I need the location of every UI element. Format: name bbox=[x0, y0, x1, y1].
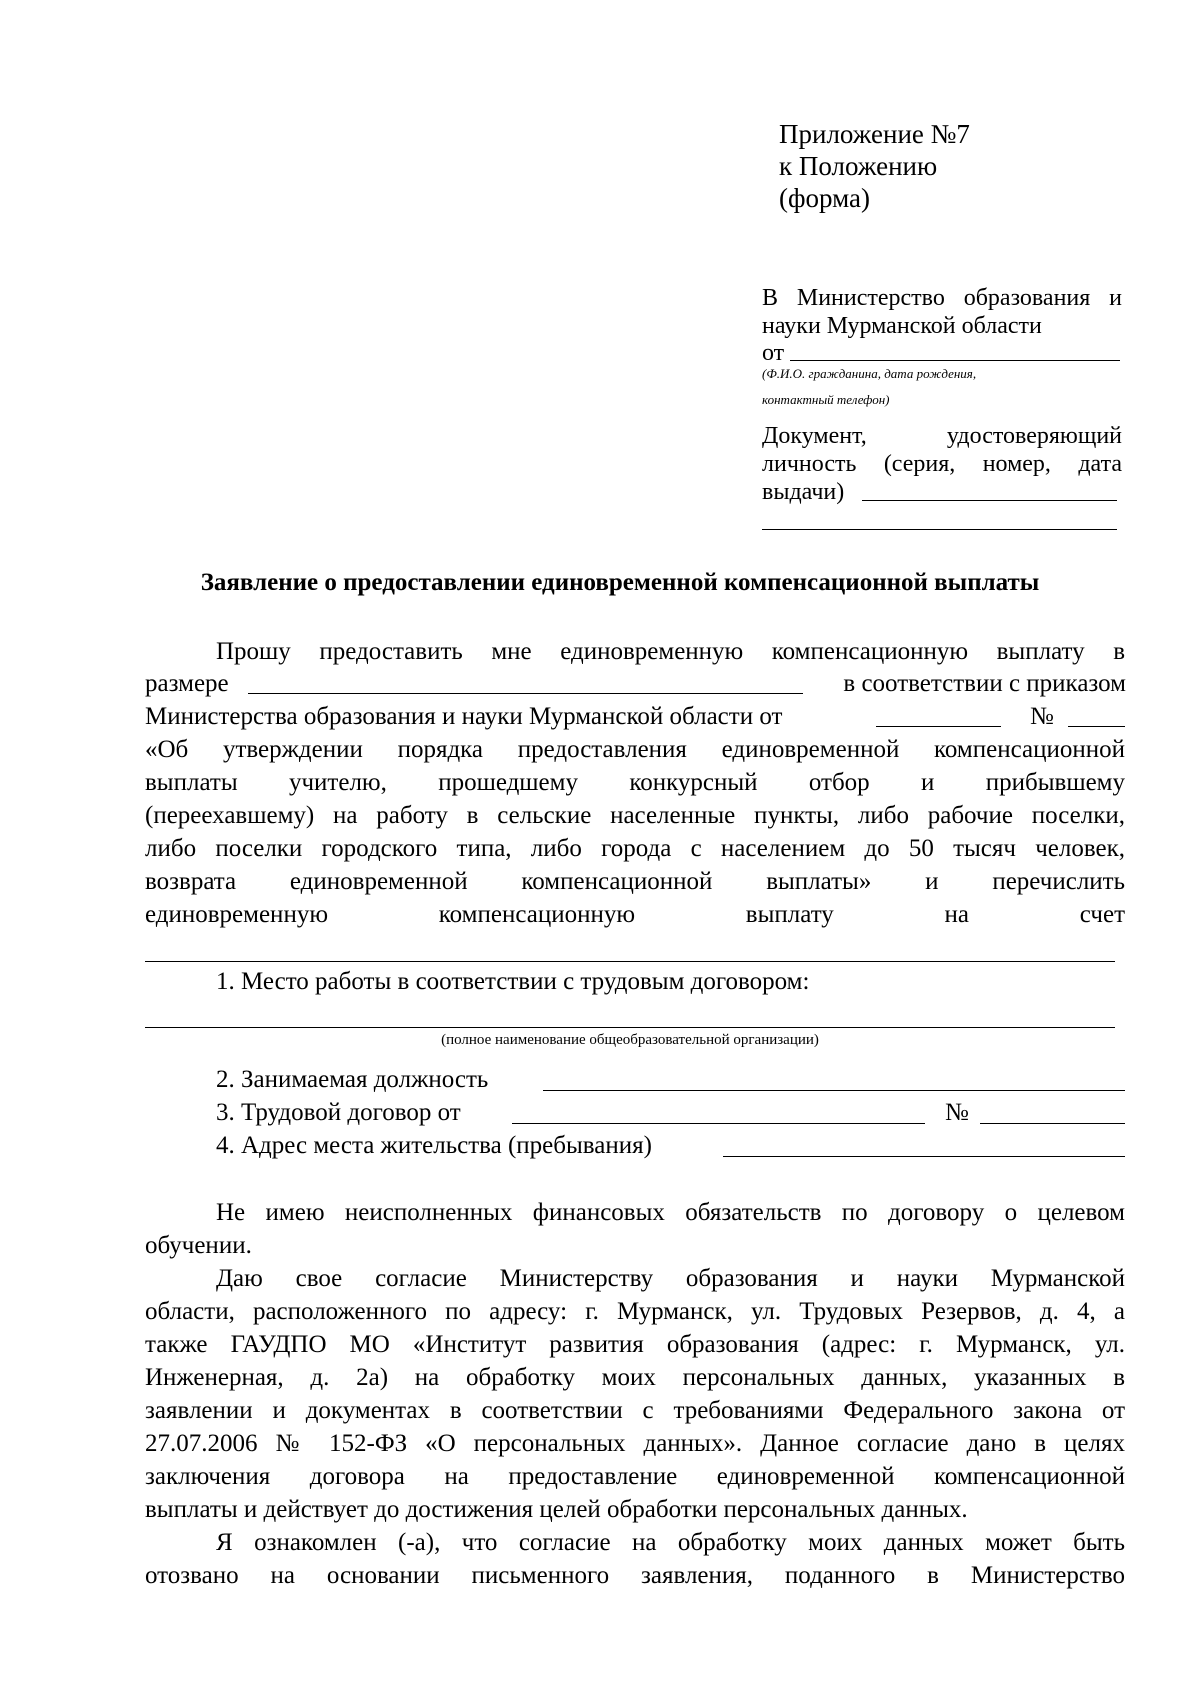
id-doc-field-1 bbox=[862, 500, 1117, 501]
item-4-address: 4. Адрес места жительства (пребывания) bbox=[216, 1132, 652, 1159]
addressee-line-1: В Министерство образования и bbox=[762, 285, 1122, 311]
request-line-5: выплаты учителю, прошедшему конкурсный отбор и прибывшему bbox=[145, 769, 1125, 796]
contract-date-field bbox=[512, 1123, 925, 1124]
request-ministry-line: Министерства образования и науки Мурманской области от bbox=[145, 703, 783, 730]
request-line-6: (переехавшему) на работу в сельские населенные пункты, либо рабочие поселки, bbox=[145, 802, 1125, 829]
from-note-1: (Ф.И.О. гражданина, дата рождения, bbox=[762, 366, 977, 381]
consent-line-1: Даю свое согласие Министерству образования и науки Мурманской bbox=[216, 1265, 1125, 1292]
id-doc-line-3: выдачи) bbox=[762, 479, 845, 505]
obligations-line-2: обучении. bbox=[145, 1232, 252, 1259]
consent-line-6: 27.07.2006 № 152-ФЗ «О персональных данных». Данное согласие дано в целях bbox=[145, 1430, 1125, 1457]
item-1-workplace: 1. Место работы в соответствии с трудовым договором: bbox=[216, 968, 810, 995]
consent-line-5: заявлении и документах в соответствии с требованиями Федерального закона от bbox=[145, 1397, 1125, 1424]
request-line-4: «Об утверждении порядка предоставления единовременной компенсационной bbox=[145, 736, 1125, 763]
from-field bbox=[790, 360, 1120, 361]
item-2-position: 2. Занимаемая должность bbox=[216, 1066, 489, 1093]
request-line-1: Прошу предоставить мне единовременную компенсационную выплату в bbox=[216, 638, 1125, 665]
id-doc-field-2 bbox=[762, 529, 1117, 530]
request-line-8: возврата единовременной компенсационной выплаты» и перечислить bbox=[145, 868, 1125, 895]
consent-line-2: области, расположенного по адресу: г. Мурманск, ул. Трудовых Резервов, д. 4, а bbox=[145, 1298, 1125, 1325]
item-3-contract: 3. Трудовой договор от bbox=[216, 1099, 461, 1126]
consent-line-4: Инженерная, д. 2а) на обработку моих персональных данных, указанных в bbox=[145, 1364, 1125, 1391]
consent-line-3: также ГАУДПО МО «Институт развития образования (адрес: г. Мурманск, ул. bbox=[145, 1331, 1125, 1358]
workplace-caption: (полное наименование общеобразовательной организации) bbox=[441, 1032, 819, 1048]
contract-number-field bbox=[980, 1123, 1125, 1124]
request-order-label: в соответствии с приказом bbox=[843, 670, 1126, 697]
amount-field bbox=[248, 693, 803, 694]
appendix-line-1: Приложение №7 bbox=[779, 119, 970, 149]
obligations-line-1: Не имею неисполненных финансовых обязательств по договору о целевом bbox=[216, 1199, 1125, 1226]
appendix-line-2: к Положению bbox=[779, 151, 938, 181]
order-number-sign: № bbox=[1030, 703, 1054, 730]
address-field bbox=[723, 1156, 1125, 1157]
workplace-field bbox=[145, 1027, 1115, 1028]
request-line-7: либо поселки городского типа, либо города с населением до 50 тысяч человек, bbox=[145, 835, 1125, 862]
from-label: от bbox=[762, 340, 785, 366]
consent-line-8: выплаты и действует до достижения целей обработки персональных данных. bbox=[145, 1496, 968, 1523]
consent-line-7: заключения договора на предоставление единовременной компенсационной bbox=[145, 1463, 1125, 1490]
order-number-field bbox=[1068, 726, 1125, 727]
revocation-line-1: Я ознакомлен (-а), что согласие на обработку моих данных может быть bbox=[216, 1529, 1125, 1556]
account-field bbox=[145, 961, 1115, 962]
position-field bbox=[543, 1090, 1125, 1091]
id-doc-line-1: Документ, удостоверяющий bbox=[762, 423, 1122, 449]
document-title: Заявление о предоставлении единовременной компенсационной выплаты bbox=[200, 569, 1040, 596]
contract-number-sign: № bbox=[945, 1099, 969, 1126]
id-doc-line-2: личность (серия, номер, дата bbox=[762, 451, 1122, 477]
request-line-9: единовременную компенсационную выплату на счет bbox=[145, 901, 1125, 928]
order-date-field bbox=[876, 726, 1001, 727]
request-amount-label: размере bbox=[145, 670, 229, 697]
appendix-line-3: (форма) bbox=[779, 183, 870, 213]
revocation-line-2: отозвано на основании письменного заявления, поданного в Министерство bbox=[145, 1562, 1125, 1589]
addressee-line-2: науки Мурманской области bbox=[762, 313, 1042, 339]
from-note-2: контактный телефон) bbox=[762, 392, 890, 407]
